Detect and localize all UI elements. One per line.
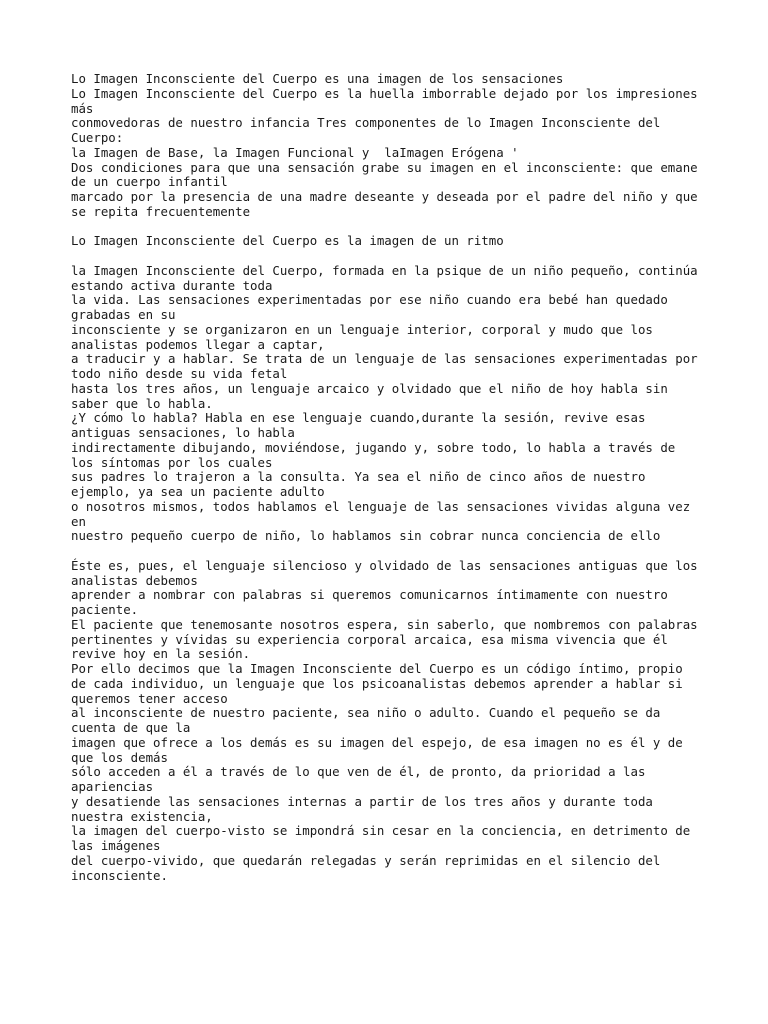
paragraph-silencioso (71, 557, 706, 884)
text-line: ¿Y cómo lo habla? Habla en ese lenguaje cuando,durante la sesión, revive esas antiguas sensaciones, lo habla (71, 410, 653, 440)
text-line: a traducir y a hablar. Se trata de un lenguaje de las sensaciones experimentadas por todo niño desde su vida fetal (71, 351, 706, 381)
text-line: conmovedoras de nuestro infancia Tres componentes de lo Imagen Inconsciente del Cuerpo: (71, 115, 668, 145)
text-line: Éste es, pues, el lenguaje silencioso y olvidado de las sensaciones antiguas que los analistas debemos (71, 557, 706, 588)
text-line: inconsciente y se organizaron en un lenguaje interior, corporal y mudo que los analistas podemos llegar a captar, (71, 321, 661, 352)
text-line: aprender a nombrar con palabras si queremos comunicarnos íntimamente con nuestro paciente. (71, 587, 676, 617)
text-line: Dos condiciones para que una sensación grabe su imagen en el inconsciente: que emane de un cuerpo infantil (71, 159, 706, 190)
text-line: o nosotros mismos, todos hablamos el lenguaje de las sensaciones vividas alguna vez en (71, 498, 698, 529)
text-line: al inconsciente de nuestro paciente, sea niño o adulto. Cuando el pequeño se da cuenta de que la (71, 705, 668, 735)
text-line: El paciente que tenemosante nosotros espera, sin saberlo, que nombremos con palabras (71, 616, 698, 632)
paragraph-ritmo (71, 234, 701, 249)
text-line: sólo acceden a él a través de lo que ven de él, de pronto, da prioridad a las apariencias (71, 764, 653, 794)
text-line: Lo Imagen Inconsciente del Cuerpo es una imagen de los sensaciones (71, 71, 564, 86)
text-line: Lo Imagen Inconsciente del Cuerpo es la huella imborrable dejado por los impresiones más (71, 85, 706, 116)
text-line: nuestro pequeño cuerpo de niño, lo hablamos sin cobrar nunca conciencia de ello (71, 528, 661, 544)
text-line: marcado por la presencia de una madre deseante y deseada por el padre del niño y que se repita frecuentemente (71, 189, 706, 219)
text-line: indirectamente dibujando, moviéndose, jugando y, sobre todo, lo habla a través de los síntomas por los cuales (71, 439, 683, 470)
text-line: sus padres lo trajeron a la consulta. Ya sea el niño de cinco años de nuestro ejemplo, ya sea un paciente adulto (71, 469, 653, 499)
text-line: la imagen del cuerpo-visto se impondrá sin cesar en la conciencia, en detrimento de las imágenes (71, 823, 698, 853)
text-line: y desatiende las sensaciones internas a partir de los tres años y durante toda nuestra existencia, (71, 793, 661, 824)
text-line: hasta los tres años, un lenguaje arcaico y olvidado que el niño de hoy habla sin saber que lo habla. (71, 380, 676, 411)
paragraph-lenguaje (71, 262, 706, 544)
document-page (71, 71, 706, 898)
text-line: pertinentes y vívidas su experiencia corporal arcaica, esa misma vivencia que él revive hoy en la sesión. (71, 631, 676, 662)
text-line: la Imagen de Base, la Imagen Funcional y laImagen Erógena ' (71, 144, 519, 160)
text-line: Lo Imagen Inconsciente del Cuerpo es la imagen de un ritmo (71, 233, 504, 249)
text-line: la vida. Las sensaciones experimentadas por ese niño cuando era bebé han quedado grabadas en su (71, 292, 676, 322)
text-line: la Imagen Inconsciente del Cuerpo, formada en la psique de un niño pequeño, continúa estando activa durante toda (71, 262, 706, 293)
text-line: imagen que ofrece a los demás es su imagen del espejo, de esa imagen no es él y de que los demás (71, 734, 691, 765)
text-line: Por ello decimos que la Imagen Inconsciente del Cuerpo es un código íntimo, propio de cada individuo, un lenguaje que los psicoanalistas debemos aprender a hablar si queremos tener acceso (71, 661, 691, 706)
paragraph-intro (71, 71, 706, 220)
text-line: del cuerpo-vivido, que quedarán relegadas y serán reprimidas en el silencio del inconsciente. (71, 852, 668, 883)
